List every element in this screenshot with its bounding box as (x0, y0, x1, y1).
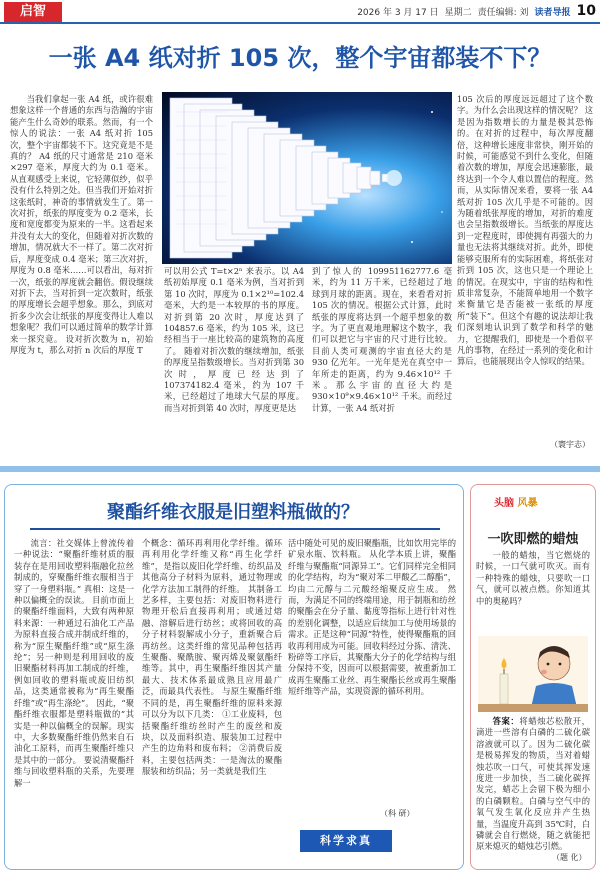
article2-byline: （科 研） (380, 809, 415, 818)
section-tag: 启智 (4, 2, 62, 22)
article1-byline: （寰宇志） (550, 440, 590, 449)
boy-candle-illustration (478, 636, 588, 712)
sidebar-headline: 一吹即燃的蜡烛 (487, 532, 579, 547)
article1-text-3: 到了惊人的 109951162777.6 毫米，约为 11 万千米，已经超过了地球到月球的距离。现在，来看看对折 105 次的情况。根据公式计算，此时纸张的厚度将达到一个超乎想象的数字。为了更直观地理解这个数字，我们可以把它与宇宙的尺寸进行比较。 目前人类可观测的宇宙直径大约是 930 亿光年。一光年是光在真空中一年所走的距离，约为 9.46×10¹² 千米。那么宇宙的直径大约是 930×10⁹×9.46×10¹² 千米。而经过计算，一张 A4 纸对折 (312, 266, 452, 413)
brainstorm-tag (494, 494, 537, 509)
sidebar-byline: （题 化） (552, 853, 587, 862)
issue-date: 2026 年 3 月 17 日 (357, 7, 439, 18)
brainstorm-tag-b: 风暴 (517, 498, 538, 509)
sidebar-answer-para (476, 716, 590, 853)
science-truth-logo: 科学求真 (300, 830, 392, 852)
article1-column-4 (457, 94, 593, 456)
article2-text-1: 流言：社交媒体上曾流传着一种说法：“聚酯纤维材质的服装存在是用回收塑料瓶融化拉丝制成的，穿聚酯纤维衣服相当于穿了一身塑料瓶。” 真相：这是一种以偏概全的误读。 目前市面上的聚酯纤维面料，大致有两种原料来源：一种通过石油化工产品为原料直接合成并制成纤维的，称为“原生聚酯纤维”或“原生涤纶”；另一种则是利用回收的废旧聚酯材料再加工制成的纤维，例如回收的塑料瓶或废旧纺织品，这类通常被称为“再生聚酯纤维”或“再生涤纶”。 因此，“聚酯纤维衣服都是塑料瓶做的”其实是一种以偏概全的误解。现实中，大多数聚酯纤维仍然来自石油化工原料，而再生聚酯纤维只是其中的一部分。 要说清聚酯纤维与回收塑料瓶的关系，先要理解一 (14, 538, 134, 788)
answer-label: 答案： (492, 716, 520, 726)
brainstorm-tag-a: 头脑 (494, 498, 514, 509)
candle-icon (478, 636, 588, 712)
answer-text: 将蜡烛芯松散开，滴进一些溶有白磷的二硫化碳溶液就可以了。因为二硫化碳是极易挥发的物质，当对着蜡烛芯吹一口气，可使其挥发速度进一步加快，当二硫化碳挥发完，蜡芯上会留下极为细小的白磷颗粒。白磷与空气中的氧气发生氧化反应并产生热量，当温度升高到 35℃时，白磷就会自行燃烧，随之就能把原来熄灭的蜡烛芯引燃。 (476, 716, 590, 852)
sidebar-question-text: 一般的蜡烛，当它燃烧的时候，一口气就可吹灭。而有一种特殊的蜡烛，只要吹一口气，就可以被点燃。你知道其中的奥秘吗？ (476, 550, 590, 606)
article2-column-3 (288, 538, 456, 838)
article1-text-4: 105 次后的厚度远远超过了这个数字。为什么会出现这样的情况呢？ 这是因为指数增长的力量是极其恐怖的。在对折的过程中，每次厚度翻倍，这种增长速度非常快，刚开始的时候，可能感觉不到什么变化，但随着次数的增加，厚度会迅速膨胀，最终达到一个令人难以置信的程度。然而，从实际情况来看，要将一张 A4 纸对折 105 次几乎是不可能的。因为随着纸张厚度的增加，对折的难度也会呈指数级增长。当纸张的厚度达到一定程度时，即使拥有再强大的力量也无法将其继续对折。此外，即使能够克服所有的实际困难，将纸张对折到 105 次，这也只是一个理论上的情况。在现实中，宇宙的结构和性质非常复杂，不能简单地用一个数字来衡量它是否能被一张纸的厚度所“装下”。但这个有趣的说法却让我们深刻地认识到了数学和科学的魅力，它提醒我们，即使是一个看似平凡的事物，在经过一系列的变化和计算后，也能展现出令人惊叹的结果。 (457, 94, 593, 367)
article1-column-2 (164, 266, 304, 456)
paper-name: 读者导报 (534, 7, 571, 18)
article2-text-2: 个概念：循环再利用化学纤维。循环再利用化学纤维又称“再生化学纤维”，是指以废旧化学纤维、纺织品及其他高分子材料为原料，通过物理或化学方法加工制得的纤维。 其制备工艺多样，主要包括：对废旧物料进行物理开松后直接再利用；或通过熔融、溶解后进行纺丝；或将回收的高分子材料裂解成小分子，重新聚合后再纺丝。这类纤维的常见品种包括再生聚酯、聚酰胺、聚丙烯及聚氨酯纤维等。其中，再生聚酯纤维因其产量最大、技术体系最成熟且应用最广泛，而最具代表性。 与原生聚酯纤维不同的是，再生聚酯纤维的原料来源可以分为以下几类： ①工业废料，包括聚酯纤维纺丝时产生的废丝和废块，以及面料织造、服装加工过程中产生的边角料和废布料； ②消费后废料，主要包括两类：一是淘汰的聚酯服装和纺织品；另一类就是我们生 (142, 538, 282, 777)
article2-column-2 (142, 538, 282, 864)
article1-column-1 (10, 94, 153, 456)
article1-text-2: 可以用公式 T=t×2ⁿ 来表示。以 A4 纸初始厚度 0.1 毫米为例，当对折到第 10 次时，厚度为 0.1×2¹⁰=102.4 毫米，大约是一本较厚的书的厚度。对折到第 20 次时，厚度达到了 104857.6 毫米，约为 105 米，这已经相当于一座比较高的建筑物的高度了。 随着对折次数的继续增加，纸张的厚度呈指数级增长。当对折到第 30 次时，厚度已经达到了 107374182.4 毫米，约为 107 千米，已经超过了地球大气层的厚度。而当对折到第 40 次时，厚度更是达 (164, 266, 304, 413)
article2-text-3: 活中随处可见的废旧聚酯瓶，比如饮用完毕的矿泉水瓶、饮料瓶。 从化学本质上讲，聚酯纤维与聚酯瓶“同源异工”。它们同样完全相同的化学结构，均为“聚对苯二甲酸乙二醇酯”，均由二元醇与二元酸经缩聚反应生成。 然而，为满足不同的终端用途，用于制瓶和纺丝的聚酯会在分子量、黏度等指标上进行针对性的差别化调整，以适应后续加工与使用场景的需求。正是这种“同源”特性，使得聚酯瓶的回收再利用成为可能。回收料经过分拣、清洗、粉碎等工序后，其聚酯大分子的化学结构与组分保持不变，因而可以根据需要，被重新加工成再生聚酯工业丝、再生聚酯长丝或再生聚酯短纤维等产品，实现资源的循环利用。 (288, 538, 456, 697)
issue-weekday: 星期二 (444, 7, 472, 18)
sidebar-question (476, 550, 590, 634)
article1-text-1: 当我们拿起一张 A4 纸，或许很难想象这样一个普通的东西与浩瀚的宇宙能产生什么奇妙的联系。然而，有一个惊人的说法：一张 A4 纸对折 105 次，整个宇宙都装不下。这究竟是不是真的？ A4 纸的尺寸通常是 210 毫米×297 毫米，厚度大约为 0.1 毫米。从直观感受上来说，它轻薄似纱，似乎没有什么特别之处。但当我们开始对折这张纸时，神奇的事情就发生了。第一次对折，纸张的厚度变为 0.2 毫米，长度和宽度都变为原来的一半。这看起来并没有太大的变化，但随着对折次数的增加，情况就大不一样了。第二次对折后，厚度变成 0.4 毫米；第三次对折，厚度为 0.8 毫米……可以看出，每对折一次，纸张的厚度就会翻倍。假设继续对折下去，当对折到一定次数时，纸张的厚度增长会超乎想象。那么，到底对折多少次会让纸张的厚度变得让人难以想象呢？我们可以通过简单的数学计算来一探究竟。 设对折次数为 n，初始厚度为 t，那么对折 n 次后的厚度 T (10, 94, 153, 355)
page-header (0, 0, 600, 24)
article1-headline: 一张 A4 纸对折 105 次，整个宇宙都装不下？ (48, 44, 552, 72)
section-divider (0, 466, 600, 472)
folded-paper-illustration (162, 92, 452, 264)
article2-headline: 聚酯纤维衣服是旧塑料瓶做的？ (107, 502, 359, 523)
paper-stack-graphic (162, 92, 452, 264)
editor-credit: 责任编辑: 刘 (477, 7, 529, 18)
masthead (357, 3, 596, 19)
article2-title-rule (30, 528, 440, 530)
sidebar-answer (476, 716, 590, 852)
article2-column-1 (14, 538, 134, 864)
page-number: 10 (576, 3, 596, 19)
article1-column-3 (312, 266, 452, 456)
